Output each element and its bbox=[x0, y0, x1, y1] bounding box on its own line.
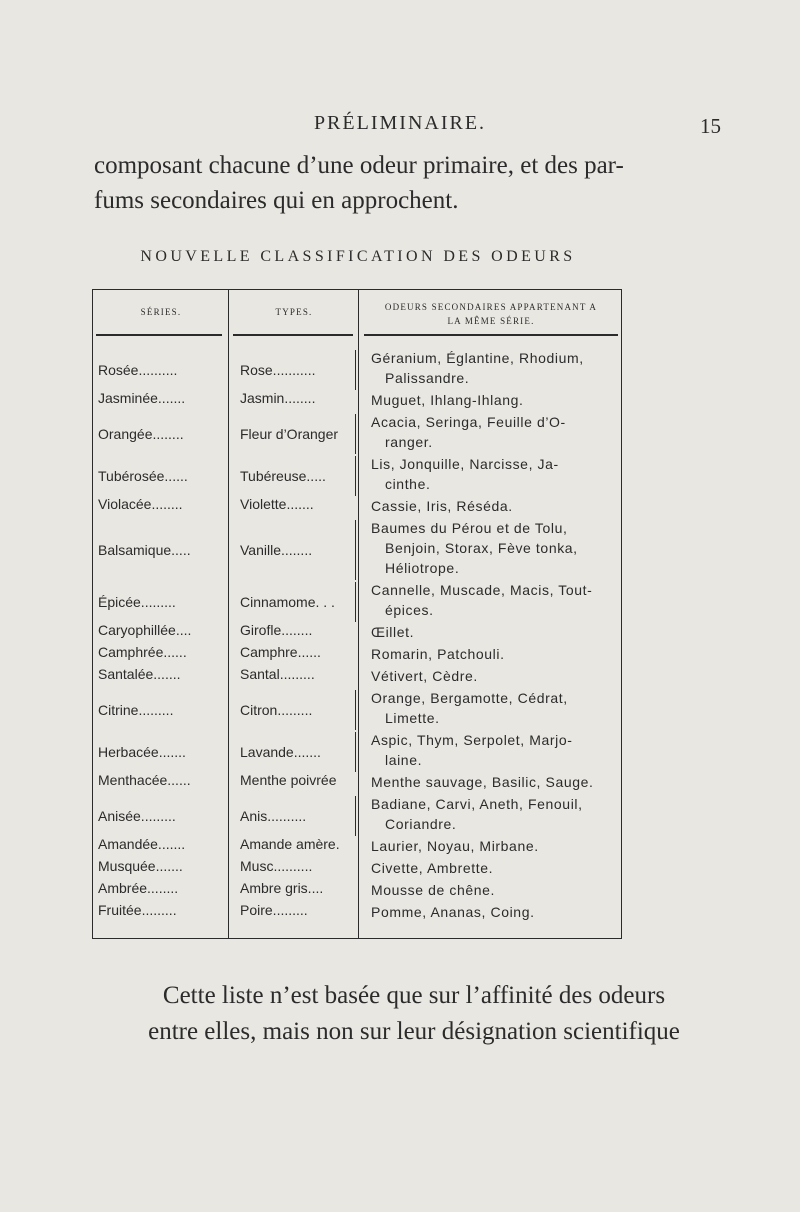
type-cell: Poire......... bbox=[240, 902, 308, 918]
brace-mark bbox=[355, 456, 356, 496]
secondary-odors-cell bbox=[371, 858, 617, 878]
secondary-odors-line: Cannelle, Muscade, Macis, Tout- bbox=[371, 582, 593, 598]
secondary-odors-cell bbox=[371, 794, 617, 834]
type-cell: Santal......... bbox=[240, 666, 315, 682]
secondary-odors-cell bbox=[371, 644, 617, 664]
secondary-odors-line: Orange, Bergamotte, Cédrat, bbox=[371, 690, 568, 706]
secondary-odors-line: Vétivert, Cèdre. bbox=[371, 668, 478, 684]
series-cell: Caryophillée.... bbox=[98, 622, 192, 638]
secondary-odors-line: Mousse de chêne. bbox=[371, 882, 496, 898]
secondary-odors-line: Cassie, Iris, Réséda. bbox=[371, 498, 513, 514]
column-header-types: TYPES. bbox=[275, 307, 313, 317]
series-cell: Tubérosée...... bbox=[98, 468, 188, 484]
secondary-odors-cell bbox=[371, 518, 617, 578]
brace-mark bbox=[355, 414, 356, 454]
type-cell: Fleur d’Oranger bbox=[240, 426, 339, 442]
page-number: 15 bbox=[700, 114, 721, 138]
secondary-odors-line: Pomme, Ananas, Coing. bbox=[371, 904, 535, 920]
secondary-odors-line: Muguet, Ihlang-Ihlang. bbox=[371, 392, 524, 408]
type-cell: Anis.......... bbox=[240, 808, 307, 824]
series-cell: Anisée......... bbox=[98, 808, 176, 824]
series-cell: Épicée......... bbox=[98, 594, 176, 610]
header-rule bbox=[364, 334, 618, 336]
closing-line: Cette liste n’est basée que sur l’affinité des odeurs bbox=[162, 982, 666, 1009]
intro-line: composant chacune d’une odeur primaire, et des par- bbox=[94, 152, 624, 179]
secondary-odors-cell bbox=[371, 772, 617, 792]
secondary-odors-line: Héliotrope. bbox=[385, 560, 460, 576]
secondary-odors-cell bbox=[371, 836, 617, 856]
type-cell: Menthe poivrée bbox=[240, 772, 337, 788]
secondary-odors-line: Baumes du Pérou et de Tolu, bbox=[371, 520, 568, 536]
type-cell: Girofle........ bbox=[240, 622, 313, 638]
secondary-odors-line: Acacia, Seringa, Feuille d’O- bbox=[371, 414, 566, 430]
secondary-odors-line: laine. bbox=[385, 752, 423, 768]
series-cell: Camphrée...... bbox=[98, 644, 187, 660]
type-cell: Tubéreuse..... bbox=[240, 468, 326, 484]
secondary-odors-line: Limette. bbox=[385, 710, 440, 726]
secondary-odors-line: Civette, Ambrette. bbox=[371, 860, 494, 876]
secondary-odors-line: cinthe. bbox=[385, 476, 431, 492]
running-head: PRÉLIMINAIRE. bbox=[313, 112, 487, 134]
secondary-odors-cell bbox=[371, 580, 617, 620]
secondary-odors-line: Aspic, Thym, Serpolet, Marjo- bbox=[371, 732, 573, 748]
intro-line: fums secondaires qui en approchent. bbox=[94, 187, 459, 214]
type-cell: Amande amère. bbox=[240, 836, 340, 852]
column-header-secondary: ODEURS SECONDAIRES APPARTENANT A bbox=[384, 302, 598, 312]
secondary-odors-line: épices. bbox=[385, 602, 434, 618]
secondary-odors-line: Badiane, Carvi, Aneth, Fenouil, bbox=[371, 796, 583, 812]
series-cell: Fruitée......... bbox=[98, 902, 177, 918]
series-cell: Rosée.......... bbox=[98, 362, 178, 378]
brace-mark bbox=[355, 582, 356, 622]
intro-paragraph bbox=[94, 148, 734, 218]
series-cell: Violacée........ bbox=[98, 496, 183, 512]
brace-mark bbox=[355, 520, 356, 580]
series-cell: Jasminée....... bbox=[98, 390, 186, 406]
series-cell: Musquée....... bbox=[98, 858, 183, 874]
column-separator bbox=[358, 289, 359, 939]
type-cell: Ambre gris.... bbox=[240, 880, 324, 896]
column-header-series: SÉRIES. bbox=[140, 307, 182, 317]
brace-mark bbox=[355, 690, 356, 730]
type-cell: Violette....... bbox=[240, 496, 314, 512]
series-cell: Orangée........ bbox=[98, 426, 184, 442]
brace-mark bbox=[355, 796, 356, 836]
closing-paragraph bbox=[94, 978, 734, 1050]
secondary-odors-cell bbox=[371, 412, 617, 452]
column-separator bbox=[228, 289, 229, 939]
secondary-odors-line: ranger. bbox=[385, 434, 433, 450]
secondary-odors-cell bbox=[371, 902, 617, 922]
series-cell: Santalée....... bbox=[98, 666, 181, 682]
secondary-odors-cell bbox=[371, 622, 617, 642]
secondary-odors-line: Menthe sauvage, Basilic, Sauge. bbox=[371, 774, 594, 790]
secondary-odors-cell bbox=[371, 688, 617, 728]
column-header-secondary: LA MÊME SÉRIE. bbox=[447, 316, 535, 326]
secondary-odors-line: Palissandre. bbox=[385, 370, 470, 386]
table-title: NOUVELLE CLASSIFICATION DES ODEURS bbox=[140, 248, 576, 265]
series-cell: Amandée....... bbox=[98, 836, 186, 852]
secondary-odors-line: Benjoin, Storax, Fève tonka, bbox=[385, 540, 578, 556]
type-cell: Vanille........ bbox=[240, 542, 313, 558]
secondary-odors-cell bbox=[371, 390, 617, 410]
type-cell: Citron......... bbox=[240, 702, 313, 718]
header-rule bbox=[96, 334, 222, 336]
type-cell: Jasmin........ bbox=[240, 390, 316, 406]
header-rule bbox=[233, 334, 353, 336]
type-cell: Rose........... bbox=[240, 362, 316, 378]
secondary-odors-cell bbox=[371, 880, 617, 900]
secondary-odors-line: Coriandre. bbox=[385, 816, 457, 832]
type-cell: Musc.......... bbox=[240, 858, 313, 874]
type-cell: Cinnamome. . . bbox=[240, 594, 335, 610]
closing-line: entre elles, mais non sur leur désignation scientifique bbox=[148, 1018, 680, 1045]
series-cell: Citrine......... bbox=[98, 702, 174, 718]
series-cell: Herbacée....... bbox=[98, 744, 186, 760]
secondary-odors-cell bbox=[371, 666, 617, 686]
secondary-odors-cell bbox=[371, 454, 617, 494]
series-cell: Ambrée........ bbox=[98, 880, 179, 896]
brace-mark bbox=[355, 350, 356, 390]
secondary-odors-line: Laurier, Noyau, Mirbane. bbox=[371, 838, 539, 854]
type-cell: Camphre...... bbox=[240, 644, 321, 660]
secondary-odors-line: Œillet. bbox=[371, 624, 415, 640]
type-cell: Lavande....... bbox=[240, 744, 321, 760]
secondary-odors-cell bbox=[371, 348, 617, 388]
series-cell: Menthacée...... bbox=[98, 772, 191, 788]
series-cell: Balsamique..... bbox=[98, 542, 191, 558]
secondary-odors-line: Lis, Jonquille, Narcisse, Ja- bbox=[371, 456, 559, 472]
secondary-odors-line: Romarin, Patchouli. bbox=[371, 646, 505, 662]
secondary-odors-cell bbox=[371, 730, 617, 770]
brace-mark bbox=[355, 732, 356, 772]
secondary-odors-cell bbox=[371, 496, 617, 516]
secondary-odors-line: Géranium, Églantine, Rhodium, bbox=[371, 350, 584, 366]
